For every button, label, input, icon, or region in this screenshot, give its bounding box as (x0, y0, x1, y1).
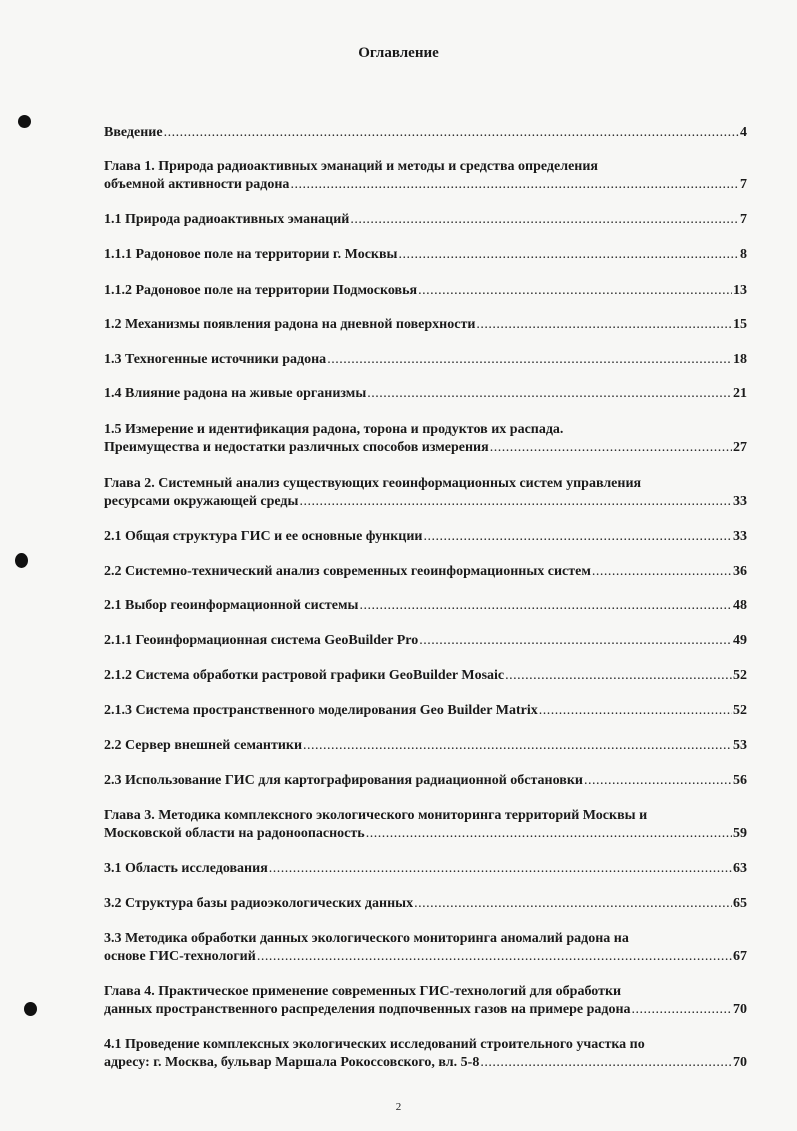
toc-entry-page: 56 (733, 773, 747, 788)
toc-entry-text: Преимущества и недостатки различных способов измерения (104, 440, 489, 455)
toc-entry-page: 48 (733, 598, 747, 613)
toc-entry-text: 2.1.1 Геоинформационная система GeoBuilder Pro (104, 633, 419, 648)
toc-entry-text: 1.1.1 Радоновое поле на территории г. Москвы (104, 247, 398, 262)
toc-entry (104, 246, 747, 264)
toc-entry (104, 316, 747, 334)
dot-leader (359, 597, 732, 611)
toc-entry-line1: Глава 1. Природа радиоактивных эманаций и методы и средства определения (104, 159, 598, 174)
toc-entry (104, 597, 747, 615)
toc-entry (104, 158, 747, 194)
toc-entry-text: основе ГИС-технологий (104, 949, 256, 964)
toc-entry-text: данных пространственного распределения подпочвенных газов на примере радона (104, 1002, 631, 1017)
toc-entry-text: 2.1.3 Система пространственного моделирования Geo Builder Matrix (104, 703, 538, 718)
dot-leader (350, 211, 739, 225)
page-number: 2 (395, 1101, 402, 1113)
dot-leader (269, 860, 732, 874)
toc-entry (104, 737, 747, 755)
toc-entry-page: 53 (733, 738, 747, 753)
toc-entry-page: 70 (733, 1055, 747, 1070)
toc-entry-page: 59 (733, 826, 747, 841)
toc-entry-page: 7 (740, 212, 747, 227)
dot-leader (290, 176, 739, 190)
dot-leader (423, 528, 732, 542)
toc-entry (104, 667, 747, 685)
toc-entry (104, 351, 747, 369)
toc-entry-page: 52 (733, 668, 747, 683)
dot-leader (327, 351, 732, 365)
dot-leader (367, 385, 732, 399)
toc-entry (104, 1036, 747, 1072)
dot-leader (164, 124, 739, 138)
toc-entry-line1: 3.3 Методика обработки данных экологического мониторинга аномалий радона на (104, 931, 629, 946)
toc-entry-page: 21 (733, 386, 747, 401)
toc-entry-text: 3.2 Структура базы радиоэкологических данных (104, 896, 414, 911)
toc-entry (104, 528, 747, 546)
toc-entry (104, 563, 747, 581)
dot-leader (632, 1001, 732, 1015)
toc-entry-text: Московской области на радоноопасность (104, 826, 365, 841)
toc-entry-line1: Глава 3. Методика комплексного экологического мониторинга территорий Москвы и (104, 808, 648, 823)
toc-entry (104, 772, 747, 790)
toc-entry (104, 211, 747, 229)
toc-entry (104, 983, 747, 1019)
toc-entry-line1: Глава 2. Системный анализ существующих геоинформационных систем управления (104, 476, 642, 491)
toc-entry (104, 807, 747, 843)
toc-entry-page: 52 (733, 703, 747, 718)
dot-leader (418, 282, 732, 296)
dot-leader (303, 737, 732, 751)
toc-entry-text: 2.1 Выбор геоинформационной системы (104, 598, 359, 613)
toc-entry-page: 36 (733, 564, 747, 579)
scan-artifact-blot (15, 553, 28, 568)
toc-entry (104, 124, 747, 142)
toc-entry-text: адресу: г. Москва, бульвар Маршала Рокоссовского, вл. 5-8 (104, 1055, 480, 1070)
toc-entry-text: ресурсами окружающей среды (104, 494, 299, 509)
toc-entry (104, 282, 747, 300)
toc-entry-page: 18 (733, 352, 747, 367)
toc-entry-text: 1.1 Природа радиоактивных эманаций (104, 212, 350, 227)
toc-entry-text: 2.2 Сервер внешней семантики (104, 738, 303, 753)
toc-entry (104, 421, 747, 457)
toc-entry-page: 67 (733, 949, 747, 964)
toc-entry-page: 15 (733, 317, 747, 332)
toc-entry-text: 2.2 Системно-технический анализ современных геоинформационных систем (104, 564, 591, 579)
toc-entry (104, 930, 747, 966)
page-title: Оглавление (358, 45, 439, 61)
toc-entry-text: Введение (104, 125, 163, 140)
toc-entry-page: 63 (733, 861, 747, 876)
toc-entry-text: 3.1 Область исследования (104, 861, 268, 876)
dot-leader (398, 246, 739, 260)
dot-leader (539, 702, 732, 716)
toc-entry-page: 49 (733, 633, 747, 648)
toc-entry-text: 1.1.2 Радоновое поле на территории Подмосковья (104, 283, 418, 298)
toc-entry-page: 70 (733, 1002, 747, 1017)
dot-leader (476, 316, 732, 330)
dot-leader (299, 493, 732, 507)
toc-entry (104, 475, 747, 511)
toc-entry-text: объемной активности радона (104, 177, 290, 192)
toc-entry-line1: 4.1 Проведение комплексных экологических исследований строительного участка по (104, 1037, 645, 1052)
toc-entry-text: 2.1 Общая структура ГИС и ее основные функции (104, 529, 423, 544)
toc-entry (104, 702, 747, 720)
toc-entry-page: 33 (733, 494, 747, 509)
dot-leader (257, 948, 732, 962)
toc-entry (104, 860, 747, 878)
toc-entry-text: 1.3 Техногенные источники радона (104, 352, 327, 367)
dot-leader (490, 439, 732, 453)
dot-leader (505, 667, 732, 681)
dot-leader (366, 825, 732, 839)
dot-leader (414, 895, 732, 909)
toc-entry-page: 8 (740, 247, 747, 262)
toc-entry-text: 2.3 Использование ГИС для картографирования радиационной обстановки (104, 773, 583, 788)
dot-leader (592, 563, 732, 577)
toc-entry-page: 33 (733, 529, 747, 544)
scan-artifact-blot (24, 1002, 37, 1016)
dot-leader (419, 632, 732, 646)
toc-entry-line1: 1.5 Измерение и идентификация радона, торона и продуктов их распада. (104, 422, 564, 437)
dot-leader (584, 772, 732, 786)
toc-entry-text: 1.4 Влияние радона на живые организмы (104, 386, 367, 401)
toc-entry-page: 4 (740, 125, 747, 140)
toc-entry (104, 895, 747, 913)
toc-entry-line1: Глава 4. Практическое применение современных ГИС-технологий для обработки (104, 984, 622, 999)
toc-entry-page: 7 (740, 177, 747, 192)
toc-entry-text: 1.2 Механизмы появления радона на дневной поверхности (104, 317, 476, 332)
toc-entry (104, 385, 747, 403)
dot-leader (480, 1054, 732, 1068)
scan-artifact-blot (18, 115, 31, 128)
toc-entry (104, 632, 747, 650)
toc-entry-page: 65 (733, 896, 747, 911)
toc-entry-page: 13 (733, 283, 747, 298)
toc-entry-page: 27 (733, 440, 747, 455)
toc-entry-text: 2.1.2 Система обработки растровой графики GeoBuilder Mosaic (104, 668, 505, 683)
